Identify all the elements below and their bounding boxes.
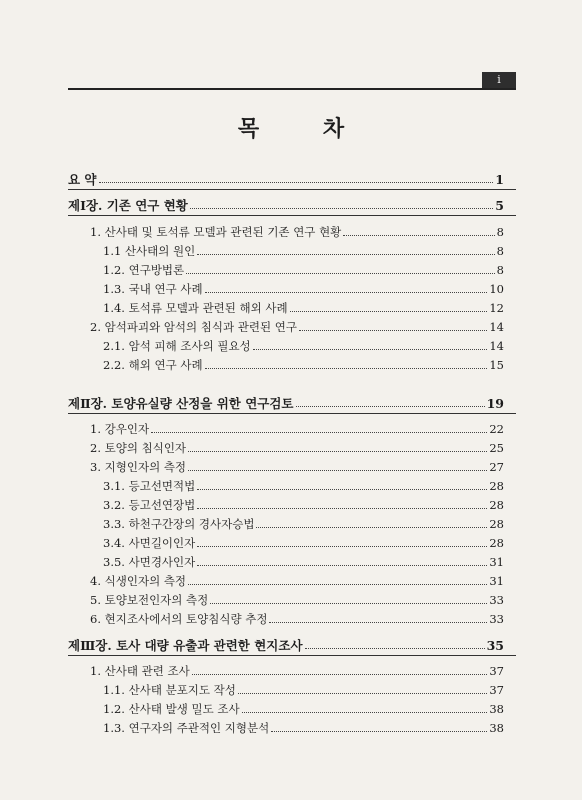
dot-leader [242,712,488,713]
toc-entry-page: 38 [489,721,504,735]
toc-entry-label: 1.1. 산사태 분포지도 작성 [103,683,236,697]
toc-entry-page: 5 [495,198,504,213]
toc-entry-label: 3.4. 사면길이인자 [103,536,196,550]
toc-entry-page: 25 [489,441,504,455]
dot-leader [299,330,487,331]
toc-entry-page: 28 [489,536,504,550]
toc-entry[interactable] [90,611,504,627]
section-rule [68,215,516,216]
toc-entry-page: 28 [489,479,504,493]
toc-entry[interactable] [103,535,504,551]
toc-entry-label: 요 약 [68,172,97,187]
toc-entry-page: 8 [496,263,504,277]
dot-leader [205,292,488,293]
toc-entry[interactable] [90,573,504,589]
toc-entry-label: 3.2. 등고선연장법 [103,498,196,512]
toc-entry-label: 1.2. 연구방법론 [103,263,185,277]
page-title: 목 차 [237,116,373,142]
toc-entry-chapter-1[interactable] [68,196,504,214]
toc-entry[interactable] [90,592,504,608]
toc-entry[interactable] [103,554,504,570]
toc-entry-page: 28 [489,517,504,531]
toc-entry[interactable] [103,516,504,532]
toc-entry-label: 4. 식생인자의 측정 [90,574,187,588]
toc-entry-page: 28 [489,498,504,512]
toc-entry-label: 5. 토양보전인자의 측정 [90,593,209,607]
toc-entry-page: 8 [496,225,504,239]
toc-entry-page: 19 [486,396,504,411]
dot-leader [186,273,495,274]
toc-entry-label: 2. 토양의 침식인자 [90,441,187,455]
dot-leader [271,731,487,732]
toc-entry-label: 1. 강우인자 [90,422,150,436]
toc-entry-page: 37 [489,664,504,678]
dot-leader [99,182,494,183]
toc-entry-page: 14 [489,339,504,353]
dot-leader [296,406,485,407]
dot-leader [151,432,487,433]
toc-entry-page: 31 [489,574,504,588]
toc-entry-label: 제Ⅲ장. 토사 대량 유출과 관련한 현지조사 [68,638,303,653]
section-rule [68,189,516,190]
toc-entry-page: 12 [489,301,504,315]
toc-entry-summary[interactable] [68,170,504,188]
toc-entry-page: 38 [489,702,504,716]
toc-entry[interactable] [90,459,504,475]
toc-entry[interactable] [90,421,504,437]
dot-leader [253,349,488,350]
toc-entry[interactable] [90,224,504,240]
toc-entry[interactable] [103,243,504,259]
toc-entry[interactable] [103,682,504,698]
dot-leader [197,546,487,547]
toc-entry-page: 8 [496,244,504,258]
toc-entry[interactable] [103,720,504,736]
toc-entry-label: 2. 암석파괴와 암석의 침식과 관련된 연구 [90,320,297,334]
dot-leader [238,693,487,694]
toc-entry-label: 1.3. 연구자의 주관적인 지형분석 [103,721,270,735]
dot-leader [197,508,487,509]
toc-entry-page: 22 [489,422,504,436]
toc-entry-page: 37 [489,683,504,697]
toc-entry-chapter-3[interactable] [68,636,504,654]
toc-entry-label: 1. 산사태 및 토석류 모델과 관련된 기존 연구 현황 [90,225,342,239]
toc-entry-page: 31 [489,555,504,569]
toc-entry-label: 3.5. 사면경사인자 [103,555,196,569]
dot-leader [188,470,487,471]
dot-leader [190,208,493,209]
toc-entry-label: 1.1 산사태의 원인 [103,244,196,258]
dot-leader [210,603,487,604]
toc-entry-page: 10 [489,282,504,296]
dot-leader [188,451,487,452]
dot-leader [197,254,494,255]
toc-entry-page: 1 [495,172,504,187]
toc-entry-page: 14 [489,320,504,334]
dot-leader [256,527,487,528]
dot-leader [205,368,488,369]
dot-leader [188,584,487,585]
toc-entry-page: 27 [489,460,504,474]
dot-leader [343,235,494,236]
toc-entry[interactable] [103,338,504,354]
toc-entry-page: 15 [489,358,504,372]
dot-leader [197,565,487,566]
toc-entry[interactable] [103,300,504,316]
dot-leader [197,489,487,490]
toc-entry[interactable] [90,440,504,456]
toc-entry-label: 1.3. 국내 연구 사례 [103,282,203,296]
toc-entry-page: 33 [489,612,504,626]
toc-entry-label: 2.1. 암석 피해 조사의 필요성 [103,339,251,353]
toc-entry-label: 제Ⅱ장. 토양유실량 산정을 위한 연구검토 [68,396,294,411]
toc-entry[interactable] [103,497,504,513]
toc-entry-label: 3. 지형인자의 측정 [90,460,187,474]
toc-entry-label: 1.2. 산사태 발생 밀도 조사 [103,702,240,716]
section-rule [68,655,516,656]
toc-entry-label: 3.1. 등고선면적법 [103,479,196,493]
toc-entry-page: 33 [489,593,504,607]
toc-entry[interactable] [103,701,504,717]
toc-entry-chapter-2[interactable] [68,394,504,412]
toc-entry[interactable] [103,357,504,373]
dot-leader [269,622,487,623]
toc-entry-label: 1. 산사태 관련 조사 [90,664,190,678]
dot-leader [305,648,485,649]
toc-entry-label: 2.2. 해외 연구 사례 [103,358,203,372]
toc-entry-label: 제Ⅰ장. 기존 연구 현황 [68,198,188,213]
toc-entry[interactable] [103,262,504,278]
toc-entry-label: 6. 현지조사에서의 토양침식량 추정 [90,612,268,626]
toc-entry[interactable] [103,281,504,297]
toc-entry-page: 35 [486,638,504,653]
toc-entry[interactable] [90,663,504,679]
toc-entry-label: 3.3. 하천구간장의 경사자승법 [103,517,255,531]
page-number-marker: i [482,72,516,88]
section-rule [68,413,516,414]
toc-entry[interactable] [90,319,504,335]
toc-entry[interactable] [103,478,504,494]
dot-leader [290,311,488,312]
dot-leader [192,674,488,675]
toc-entry-label: 1.4. 토석류 모델과 관련된 해외 사례 [103,301,288,315]
